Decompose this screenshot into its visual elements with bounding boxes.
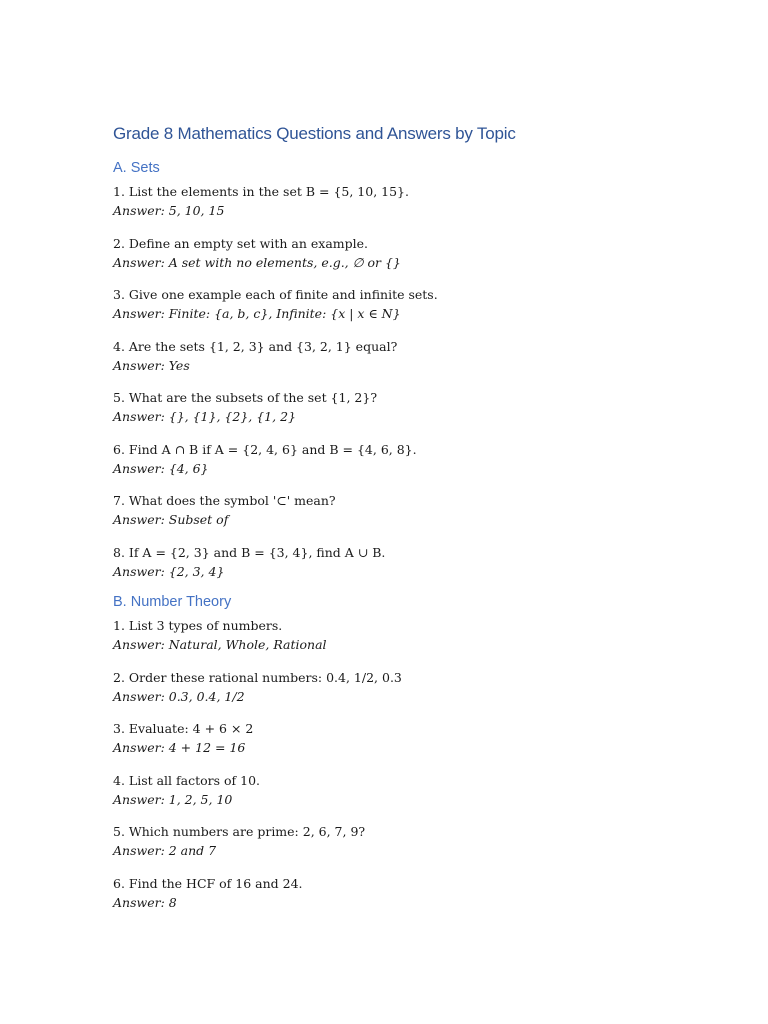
question: 1. List 3 types of numbers.	[113, 618, 283, 633]
answer: Answer: 8	[113, 894, 177, 910]
section-sets	[113, 160, 673, 581]
answer: Answer: 0.3, 0.4, 1/2	[113, 688, 245, 704]
question: 6. Find the HCF of 16 and 24.	[113, 875, 303, 891]
qa-item	[113, 285, 673, 323]
question: 7. What does the symbol '⊂' mean?	[113, 493, 336, 508]
question: 4. Are the sets {1, 2, 3} and {3, 2, 1} equal?	[113, 338, 398, 354]
question: 5. Which numbers are prime: 2, 6, 7, 9?	[113, 824, 366, 839]
answer: Answer: 2 and 7	[113, 843, 217, 858]
question: 8. If A = {2, 3} and B = {3, 4}, find A ∪ B.	[113, 544, 386, 560]
qa-item	[113, 668, 673, 706]
qa-item	[113, 182, 673, 220]
answer: Answer: {4, 6}	[113, 460, 209, 476]
question: 3. Evaluate: 4 + 6 × 2	[113, 721, 254, 736]
question: 6. Find A ∩ B if A = {2, 4, 6} and B = {4, 6, 8}.	[113, 441, 417, 457]
answer: Answer: 1, 2, 5, 10	[113, 791, 233, 807]
question: 2. Define an empty set with an example.	[113, 235, 369, 251]
answer: Answer: {2, 3, 4}	[113, 563, 225, 579]
qa-item	[113, 388, 673, 426]
answer: Answer: A set with no elements, e.g., ∅ or {}	[113, 254, 401, 270]
section-heading: B. Number Theory	[113, 594, 232, 610]
question: 2. Order these rational numbers: 0.4, 1/2, 0.3	[113, 669, 402, 685]
qa-item	[113, 719, 673, 757]
qa-item	[113, 874, 673, 912]
section-heading: A. Sets	[113, 160, 160, 176]
answer: Answer: {}, {1}, {2}, {1, 2}	[113, 409, 296, 424]
answer: Answer: Natural, Whole, Rational	[113, 637, 327, 652]
page-title: Grade 8 Mathematics Questions and Answers by Topic	[113, 124, 516, 143]
qa-item	[113, 491, 673, 529]
qa-item	[113, 822, 673, 860]
qa-item	[113, 771, 673, 809]
question: 4. List all factors of 10.	[113, 772, 261, 788]
document-content	[113, 124, 673, 925]
qa-item	[113, 440, 673, 478]
question: 1. List the elements in the set B = {5, 10, 15}.	[113, 184, 409, 199]
answer: Answer: 5, 10, 15	[113, 203, 225, 218]
answer: Answer: Subset of	[113, 512, 229, 527]
qa-item	[113, 234, 673, 272]
question: 3. Give one example each of finite and infinite sets.	[113, 287, 438, 302]
qa-item	[113, 543, 673, 581]
qa-item	[113, 616, 673, 654]
answer: Answer: Yes	[113, 357, 190, 373]
answer: Answer: 4 + 12 = 16	[113, 740, 246, 755]
section-number-theory	[113, 594, 673, 912]
qa-item	[113, 337, 673, 375]
answer: Answer: Finite: {a, b, c}, Infinite: {x | x ∈ N}	[113, 306, 401, 321]
question: 5. What are the subsets of the set {1, 2}?	[113, 390, 378, 405]
